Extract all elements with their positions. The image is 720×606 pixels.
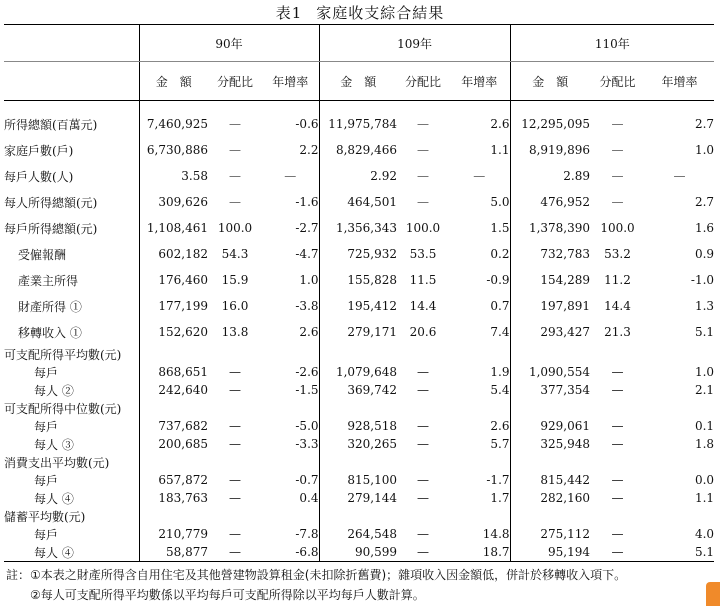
growth-cell: — [284,169,297,183]
table-row [4,345,714,363]
table-row [4,137,714,163]
table-row [4,525,714,543]
table-notes [6,565,706,605]
share-cell [590,345,645,363]
row-label: 每戶所得總額(元) [4,221,98,236]
share-cell [590,507,645,525]
growth-cell: 2.7 [694,117,715,131]
share-cell: 11.5 [409,273,437,287]
row-label: 每戶 [34,365,59,380]
amount-cell: 928,518 [319,417,397,435]
spacer-row [4,101,714,112]
amount-cell: 1,378,390 [510,215,590,241]
share-cell: — [229,143,241,157]
share-cell: — [417,169,430,183]
amount-cell: 6,730,886 [139,137,208,163]
growth-cell: 1.0 [299,273,319,287]
share-cell [590,399,645,417]
amount-cell [510,345,590,363]
table-row [4,189,714,215]
amount-cell: 58,877 [139,543,208,562]
share-cell: — [417,143,430,157]
growth-cell: -2.6 [295,365,319,379]
table-row [4,363,714,381]
subheader-amount: 金 額 [139,62,208,101]
growth-cell: -1.6 [295,195,319,209]
share-cell: — [229,169,241,183]
amount-cell: 476,952 [510,189,590,215]
amount-cell [319,507,397,525]
subheader-growth: 年增率 [449,62,510,101]
year-header-90: 90年 [139,25,319,62]
growth-cell: -7.8 [295,527,319,541]
share-cell: — [417,383,430,397]
share-cell: 53.5 [409,247,437,261]
growth-cell: -0.7 [295,473,319,487]
growth-cell: -4.7 [295,247,319,261]
row-label: 儲蓄平均數(元) [4,509,86,524]
row-label: 每人所得總額(元) [4,195,98,210]
header-blank [4,62,139,101]
amount-cell [139,345,208,363]
amount-cell [319,453,397,471]
share-cell: 21.3 [604,325,631,339]
share-cell: 100.0 [405,221,441,235]
amount-cell: 602,182 [139,241,208,267]
growth-cell: 2.6 [490,117,510,131]
growth-cell: 1.0 [694,365,715,379]
share-cell: — [611,491,624,505]
amount-cell: 176,460 [139,267,208,293]
share-cell: 14.4 [409,299,437,313]
growth-cell: 2.6 [490,419,510,433]
amount-cell: 8,829,466 [319,137,397,163]
row-label: 每戶 [34,473,59,488]
growth-cell: -3.3 [295,437,319,451]
growth-cell [449,453,510,471]
share-cell: — [611,473,624,487]
bookmark-icon [706,582,720,606]
share-cell: — [611,419,624,433]
amount-cell: 155,828 [319,267,397,293]
amount-cell [510,507,590,525]
amount-cell: 325,948 [510,435,590,453]
share-cell: — [611,143,624,157]
amount-cell: 1,079,648 [319,363,397,381]
year-header-110: 110年 [510,25,714,62]
table-row [4,453,714,471]
share-cell: — [417,491,430,505]
growth-cell [262,345,319,363]
growth-cell: 2.6 [299,325,319,339]
share-cell: — [229,527,241,541]
table-row [4,543,714,562]
share-cell: — [417,437,430,451]
share-cell: 13.8 [221,325,249,339]
amount-cell: 320,265 [319,435,397,453]
growth-cell: 1.6 [694,221,715,235]
amount-cell: 197,891 [510,293,590,319]
subheader-growth: 年增率 [262,62,319,101]
row-label: 每人 ④ [34,491,74,506]
share-cell: — [590,543,645,562]
share-cell [397,507,449,525]
growth-cell [449,345,510,363]
amount-cell [510,453,590,471]
share-cell: — [229,491,241,505]
share-cell: — [417,473,430,487]
share-cell [397,453,449,471]
growth-cell [449,507,510,525]
table-title [0,2,720,23]
amount-cell: 12,295,095 [510,111,590,137]
amount-cell: 154,289 [510,267,590,293]
growth-cell [262,399,319,417]
amount-cell: 90,599 [319,543,397,562]
growth-cell: — [673,169,686,183]
growth-cell: 1.8 [694,437,715,451]
table-row [4,381,714,399]
share-cell [590,453,645,471]
growth-cell: -0.9 [486,273,510,287]
share-cell: — [397,543,449,562]
growth-cell: 14.8 [482,527,510,541]
row-label: 產業主所得 [18,273,79,288]
growth-cell: 2.7 [694,195,715,209]
growth-cell: 0.9 [694,247,715,261]
table-row [4,417,714,435]
growth-cell: 5.4 [490,383,510,397]
growth-cell: -1.5 [295,383,319,397]
subheader-growth: 年增率 [645,62,714,101]
table-row [4,435,714,453]
header-blank [4,25,139,62]
table-caption: 家庭收支綜合結果 [316,4,445,22]
share-cell: — [229,473,241,487]
share-cell: — [229,437,241,451]
amount-cell: 7,460,925 [139,111,208,137]
year-header-row [4,25,714,62]
growth-cell: 0.7 [490,299,510,313]
share-cell: — [229,365,241,379]
growth-cell: 5.7 [490,437,510,451]
share-cell: — [417,195,430,209]
row-label: 可支配所得中位數(元) [4,401,122,416]
row-label: 可支配所得平均數(元) [4,347,122,362]
share-cell: — [611,169,624,183]
amount-cell: 282,160 [510,489,590,507]
share-cell [208,453,262,471]
share-cell: — [208,543,262,562]
growth-cell: 0.0 [694,473,715,487]
table-number: 表1 [275,4,303,22]
growth-cell: -1.7 [486,473,510,487]
amount-cell: 815,442 [510,471,590,489]
amount-cell [510,399,590,417]
growth-cell: 18.7 [449,543,510,562]
table-row [4,489,714,507]
growth-cell: 5.0 [490,195,510,209]
note-2: ②每人可支配所得平均數係以平均每戶可支配所得除以平均每戶人數計算。 [30,588,425,602]
amount-cell: 369,742 [319,381,397,399]
table-row [4,111,714,137]
amount-cell: 737,682 [139,417,208,435]
row-label: 每人 ② [34,383,74,398]
share-cell: — [611,195,624,209]
growth-cell: 5.1 [645,543,714,562]
amount-cell [319,345,397,363]
amount-cell: 929,061 [510,417,590,435]
share-cell: 100.0 [600,221,635,235]
table-row [4,319,714,345]
growth-cell: -5.0 [295,419,319,433]
subheader-amount: 金 額 [319,62,397,101]
share-cell: 54.3 [221,247,249,261]
table-row [4,215,714,241]
amount-cell: 264,548 [319,525,397,543]
share-cell: — [229,195,241,209]
amount-cell: 464,501 [319,189,397,215]
growth-cell: 1.7 [490,491,510,505]
amount-cell: 279,144 [319,489,397,507]
amount-cell: 293,427 [510,319,590,345]
row-label: 每戶人數(人) [4,169,74,184]
sub-header-row [4,62,714,101]
share-cell [397,345,449,363]
table-row [4,507,714,525]
amount-cell: 210,779 [139,525,208,543]
growth-cell: 1.3 [694,299,715,313]
amount-cell: 732,783 [510,241,590,267]
amount-cell: 177,199 [139,293,208,319]
growth-cell [262,507,319,525]
row-label: 移轉收入 ① [18,325,82,340]
amount-cell [139,453,208,471]
growth-cell [645,453,714,471]
row-label: 財產所得 ① [18,299,82,314]
growth-cell: 2.2 [299,143,319,157]
share-cell: 16.0 [221,299,249,313]
amount-cell: 8,919,896 [510,137,590,163]
subheader-share: 分配比 [590,62,645,101]
share-cell [397,399,449,417]
row-label: 每戶 [34,419,59,434]
growth-cell [645,399,714,417]
growth-cell: 7.4 [490,325,510,339]
amount-cell: 279,171 [319,319,397,345]
share-cell [208,345,262,363]
row-label: 每戶 [34,527,59,542]
amount-cell: 275,112 [510,525,590,543]
growth-cell: -3.8 [295,299,319,313]
growth-cell: -6.8 [262,543,319,562]
growth-cell [262,453,319,471]
row-label: 所得總額(百萬元) [4,117,98,132]
share-cell: — [229,419,241,433]
amount-cell [139,507,208,525]
growth-cell: — [473,169,486,183]
year-header-109: 109年 [319,25,510,62]
growth-cell: 4.0 [694,527,715,541]
growth-cell: 2.1 [694,383,715,397]
row-label: 家庭戶數(戶) [4,143,74,158]
amount-cell: 1,090,554 [510,363,590,381]
growth-cell [645,345,714,363]
amount-cell: 200,685 [139,435,208,453]
note-1: 註：①本表之財產所得含自用住宅及其他營建物設算租金(未扣除折舊費)；雜項收入因金額低，併計於移轉收入項下。 [6,568,627,582]
subheader-share: 分配比 [208,62,262,101]
amount-cell: 152,620 [139,319,208,345]
growth-cell: 1.1 [490,143,510,157]
share-cell: 15.9 [221,273,249,287]
growth-cell: -2.7 [295,221,319,235]
amount-cell: 868,651 [139,363,208,381]
share-cell [208,507,262,525]
subheader-amount: 金 額 [510,62,590,101]
row-label: 受僱報酬 [18,247,67,262]
share-cell: — [611,117,624,131]
row-label: 消費支出平均數(元) [4,455,110,470]
share-cell: 11.2 [604,273,631,287]
amount-cell: 309,626 [139,189,208,215]
table-row [4,241,714,267]
family-income-table [4,24,714,562]
growth-cell: 1.0 [694,143,715,157]
growth-cell: 1.5 [490,221,510,235]
share-cell: — [417,419,430,433]
amount-cell: 1,356,343 [319,215,397,241]
growth-cell: 1.9 [490,365,510,379]
table-row [4,163,714,189]
share-cell: 100.0 [217,221,253,235]
share-cell [208,399,262,417]
share-cell: — [229,117,241,131]
amount-cell: 11,975,784 [319,111,397,137]
growth-cell: 1.1 [694,491,715,505]
amount-cell: 242,640 [139,381,208,399]
share-cell: 53.2 [604,247,631,261]
amount-cell [139,399,208,417]
amount-cell: 657,872 [139,471,208,489]
share-cell: 20.6 [409,325,437,339]
share-cell: — [611,437,624,451]
amount-cell: 2.89 [510,163,590,189]
growth-cell [449,399,510,417]
amount-cell: 2.92 [319,163,397,189]
amount-cell: 3.58 [139,163,208,189]
growth-cell: 5.1 [694,325,715,339]
growth-cell: -1.0 [690,273,715,287]
growth-cell: 0.4 [299,491,319,505]
amount-cell: 377,354 [510,381,590,399]
table-row [4,267,714,293]
growth-cell: 0.1 [694,419,715,433]
growth-cell: 0.2 [490,247,510,261]
growth-cell: -0.6 [295,117,319,131]
share-cell: — [417,117,430,131]
table-row [4,471,714,489]
row-label: 每人 ③ [34,437,74,452]
table-row [4,293,714,319]
share-cell: — [611,365,624,379]
subheader-share: 分配比 [397,62,449,101]
share-cell: — [417,527,430,541]
share-cell: — [611,383,624,397]
amount-cell: 1,108,461 [139,215,208,241]
share-cell: — [229,383,241,397]
amount-cell: 195,412 [319,293,397,319]
row-label: 每人 ④ [4,543,139,562]
share-cell: — [417,365,430,379]
amount-cell [319,399,397,417]
amount-cell: 815,100 [319,471,397,489]
amount-cell: 95,194 [510,543,590,562]
share-cell: 14.4 [604,299,631,313]
growth-cell [645,507,714,525]
amount-cell: 725,932 [319,241,397,267]
amount-cell: 183,763 [139,489,208,507]
table-row [4,399,714,417]
share-cell: — [611,527,624,541]
